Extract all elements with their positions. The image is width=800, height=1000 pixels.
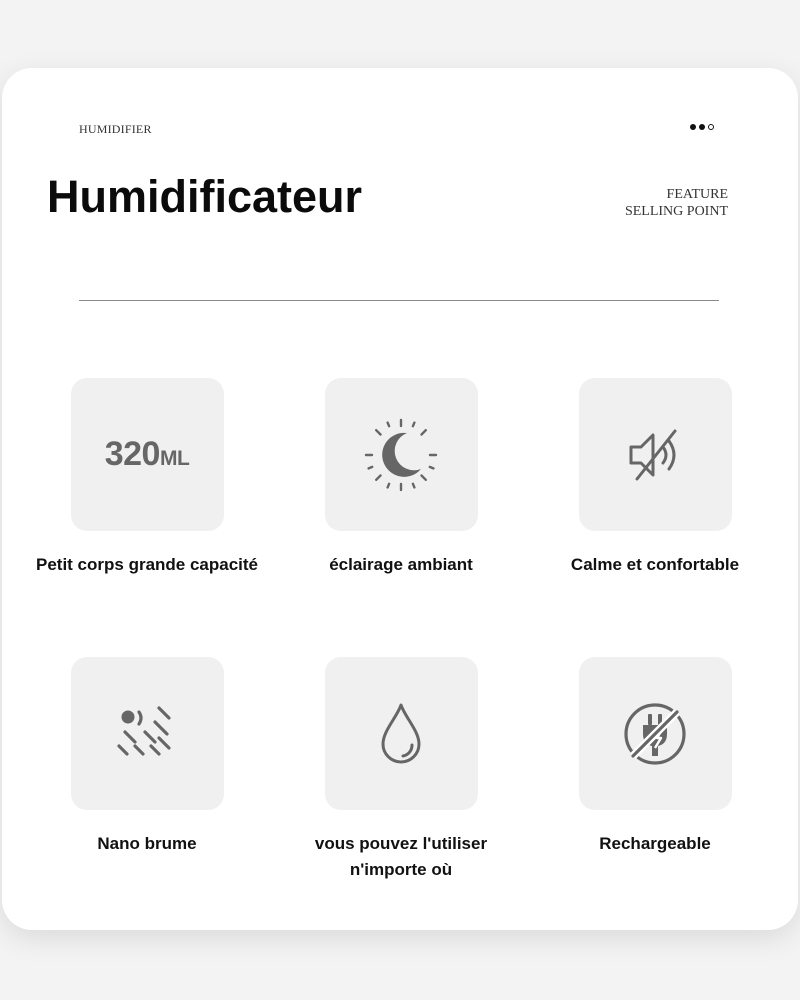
water-drop-icon <box>325 657 478 810</box>
dot-filled <box>699 124 705 130</box>
selling-point-line: SELLING POINT <box>624 204 728 219</box>
divider <box>79 300 719 301</box>
feature-item-rechargeable <box>530 657 780 857</box>
dot-hollow <box>708 124 714 130</box>
feature-label: Petit corps grande capacité <box>35 555 259 574</box>
feature-card <box>2 68 798 930</box>
feature-label: Rechargeable <box>599 834 711 853</box>
mist-spray-icon <box>71 657 224 810</box>
feature-item-lighting <box>276 378 526 578</box>
no-plug-icon <box>579 657 732 810</box>
capacity-value: 320 <box>104 435 160 473</box>
feature-label: éclairage ambiant <box>329 555 473 574</box>
capacity-320ml-icon <box>71 378 224 531</box>
moon-sun-icon <box>325 378 478 531</box>
feature-selling-point <box>625 186 728 220</box>
page-title: Humidificateur <box>47 171 363 222</box>
feature-item-quiet <box>530 378 780 578</box>
capacity-unit: ML <box>159 447 190 470</box>
feature-item-mist <box>22 657 272 857</box>
dots-indicator <box>690 124 714 130</box>
feature-label: Nano brume <box>97 834 197 853</box>
dot-filled <box>690 124 696 130</box>
feature-label: vous pouvez l'utiliser n'importe où <box>314 834 488 879</box>
feature-item-anywhere <box>276 657 526 883</box>
feature-line: FEATURE <box>666 187 728 202</box>
feature-label: Calme et confortable <box>570 555 740 574</box>
mute-speaker-icon <box>579 378 732 531</box>
feature-item-capacity <box>22 378 272 578</box>
brand-label: HUMIDIFIER <box>79 122 152 136</box>
